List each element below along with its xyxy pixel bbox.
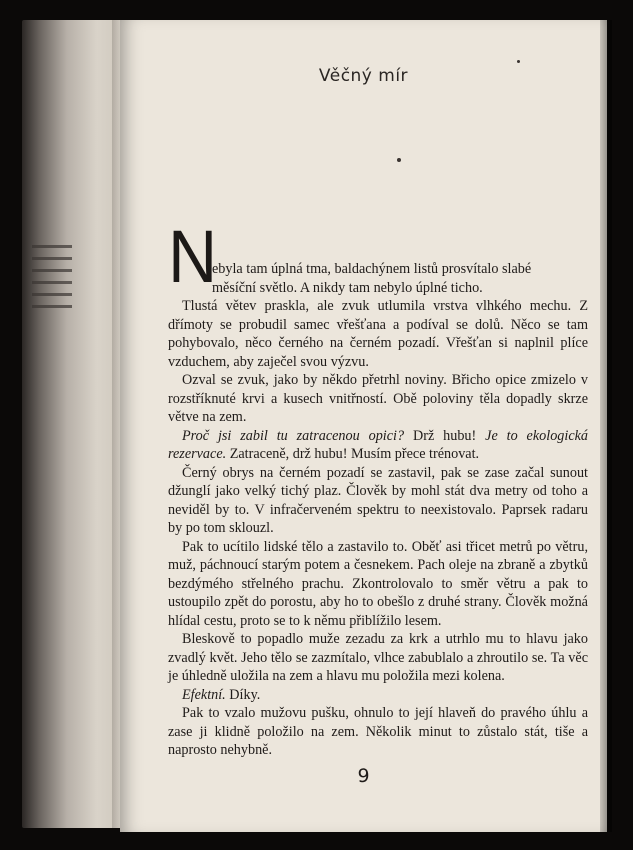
paragraph: ebyla tam úplná tma, baldachýnem listů prosvítalo slabé (212, 261, 532, 277)
paragraph: Pak to vzalo mužovu pušku, ohnulo to její hlaveň do pravého úhlu a zase ji klidně položilo na zem. Několik minut to zůstalo stát, tiše a naprosto nehybně. (168, 705, 588, 758)
paragraph: měsíční světlo. A nikdy tam nebylo úplné ticho. (212, 279, 483, 296)
italic-thought: Efektní. (182, 686, 226, 703)
italic-thought: Proč jsi zabil tu zatracenou opici? (182, 427, 405, 444)
paragraph: Pak to ucítilo lidské tělo a zastavilo to. Oběť asi třicet metrů po větru, muž, páchnoucí starým potem a česnekem. Pach oleje na zbraně a zbytků bezdýmého střelného prachu. Zkontrolovalo to směr větru a pak to ustoupilo zpět do porostu, aby ho to obešlo z druhé strany. Člověk možná hlídal cestu, proto se to k němu přiblížilo lesem. (168, 538, 588, 629)
paragraph: Proč jsi zabil tu zatracenou opici? Drž hubu! Je to ekologická rezervace. Zatraceně, drž hubu! Musím přece trénovat. (168, 427, 589, 462)
drop-cap: N (168, 215, 218, 298)
left-page-text-shadow (32, 245, 72, 315)
page-edge-shadow (600, 20, 612, 832)
paragraph: Efektní. Díky. (182, 686, 261, 703)
paper-speck (517, 60, 520, 63)
paper-speck (397, 158, 401, 162)
paragraph: Bleskově to popadlo muže zezadu za krk a utrhlo mu to hlavu jako zvadlý květ. Jeho tělo se zazmítalo, vlhce zabublalo a zhroutilo se. Ta věc je úhledně uložila na zem a hlavu mu položila mezi kolena. (168, 631, 588, 684)
book-page (120, 20, 607, 832)
running-head: Věčný mír (318, 66, 409, 86)
paragraph: Černý obrys na černém pozadí se zastavil, pak se zase začal sunout džunglí jako velký tichý plaz. Člověk by mohl stát dva metry od toho a neviděl by to. V infračerveném spektru to neexistovalo. Paprsek radaru by po tom sklouzl. (168, 464, 588, 536)
paragraph: Tlustá větev praskla, ale zvuk utlumila vrstva vlhkého mechu. Z dřímoty se probudil samec vřešťana a podíval se dolů. Něco se tam pohybovalo, něco černého na černém pozadí. Vřešťan si naplnil plíce vzduchem, aby zaječel svou výzvu. (168, 298, 588, 370)
italic-thought: Je to ekologická rezervace. (168, 427, 589, 462)
page-number: 9 (357, 765, 370, 787)
paragraph: Ozval se zvuk, jako by někdo přetrhl noviny. Břicho opice zmizelo v rozstříknuté krvi a kusech vnitřností. Obě poloviny těla dopadly skrze větve na zem. (168, 372, 588, 425)
left-page-edge (22, 20, 122, 828)
body-text (168, 260, 588, 760)
